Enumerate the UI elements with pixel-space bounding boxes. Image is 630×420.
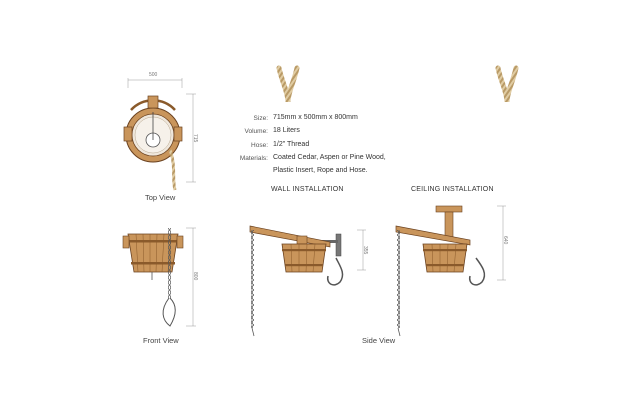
rope-left-icon: [279, 68, 297, 102]
ceiling-installation-drawing: [396, 206, 506, 336]
top-view-drawing: [124, 78, 196, 190]
spec-hose-value: 1/2" Thread: [273, 141, 310, 148]
top-height-dimension: 715: [192, 134, 198, 143]
spec-materials-label: Materials:: [239, 155, 268, 162]
spec-materials-line2: Plastic Insert, Rope and Hose.: [273, 167, 368, 174]
spec-hose-label: Hose:: [251, 142, 268, 149]
wall-installation-drawing: [250, 226, 366, 336]
front-view-drawing: [123, 228, 196, 326]
spec-size-label: Size:: [253, 115, 268, 122]
spec-materials-line1: Coated Cedar, Aspen or Pine Wood,: [273, 154, 386, 161]
spec-volume-label: Volume:: [244, 128, 268, 135]
rope-right-icon: [498, 68, 516, 102]
spec-volume-value: 18 Liters: [273, 127, 300, 134]
front-height-dimension: 800: [192, 272, 198, 281]
wall-installation-heading: WALL INSTALLATION: [271, 186, 344, 193]
side-view-caption: Side View: [362, 336, 396, 345]
front-view-caption: Front View: [143, 336, 179, 345]
ceiling-height-dimension: 640: [502, 236, 508, 245]
wall-height-dimension: 355: [362, 246, 368, 255]
spec-size-value: 715mm x 500mm x 800mm: [273, 114, 358, 121]
top-view-caption: Top View: [145, 193, 176, 202]
ceiling-installation-heading: CEILING INSTALLATION: [411, 186, 494, 193]
top-width-dimension: 500: [149, 72, 158, 78]
